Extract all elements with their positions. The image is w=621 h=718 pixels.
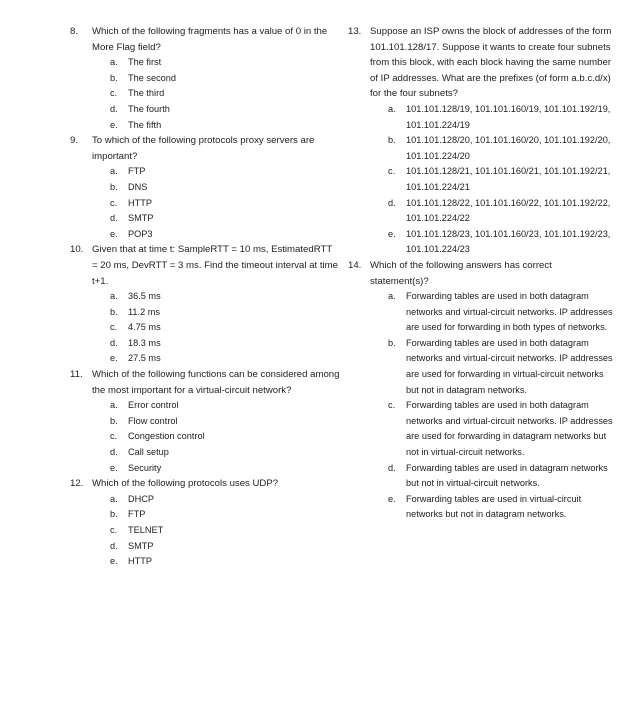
answer-option [110, 305, 340, 321]
option-label: a. [388, 291, 396, 302]
answer-option [110, 55, 340, 71]
option-text: Forwarding tables are used in both datagram networks and virtual-circuit networks. IP addresses are used for forwarding in virtual-circuit networks but not in datagram networks. [406, 337, 613, 395]
option-label: e. [110, 353, 118, 364]
option-text: 101.101.128/20, 101.101.160/20, 101.101.192/20, 101.101.224/20 [406, 135, 611, 161]
answer-options [70, 492, 340, 570]
option-label: c. [388, 400, 396, 411]
option-text: The third [128, 88, 165, 99]
question-stem [70, 476, 340, 492]
answer-option [110, 414, 340, 430]
option-label: d. [110, 540, 118, 551]
option-label: b. [388, 337, 396, 348]
answer-option [110, 320, 340, 336]
question-number: 8. [70, 26, 79, 37]
option-label: a. [110, 57, 118, 68]
option-text: Forwarding tables are used in virtual-circuit networks but not in datagram networks. [406, 493, 582, 520]
option-label: d. [110, 447, 118, 458]
question-text: Which of the following protocols uses UDP? [92, 478, 279, 490]
option-label: b. [110, 181, 118, 192]
option-text: DNS [128, 181, 148, 192]
question-text: To which of the following protocols proxy servers are important? [92, 135, 315, 162]
option-label: c. [110, 197, 118, 208]
question-number: 11. [70, 369, 83, 381]
question-number: 10. [70, 244, 84, 256]
option-text: Call setup [128, 447, 169, 458]
answer-option [388, 227, 613, 258]
question-block [70, 476, 340, 570]
option-text: The first [128, 57, 162, 68]
question-text: Given that at time t: SampleRTT = 10 ms, EstimatedRTT = 20 ms, DevRTT = 3 ms. Find the timeout interval at time t+1. [92, 244, 338, 287]
option-text: DHCP [128, 493, 155, 504]
question-block [348, 258, 613, 523]
answer-options [348, 102, 613, 258]
option-label: a. [110, 493, 118, 504]
option-text: TELNET [128, 525, 164, 535]
option-label: a. [110, 166, 118, 177]
answer-option [110, 492, 340, 508]
option-text: Forwarding tables are used in datagram networks but not in virtual-circuit networks. [406, 462, 608, 489]
option-label: c. [388, 166, 396, 177]
option-text: Error control [128, 400, 179, 411]
answer-option [110, 227, 340, 243]
answer-option [388, 461, 613, 492]
answer-option [110, 102, 340, 118]
option-label: b. [110, 415, 118, 426]
answer-option [110, 461, 340, 477]
answer-option [110, 196, 340, 212]
option-text: Forwarding tables are used in both datagram networks and virtual-circuit networks. IP addresses are used for forwarding in both types of networks. [406, 291, 613, 333]
option-label: c. [110, 431, 118, 442]
option-text: POP3 [128, 228, 153, 239]
question-block [70, 133, 340, 242]
option-text: HTTP [128, 556, 152, 567]
question-stem [70, 367, 340, 398]
option-text: Flow control [128, 415, 178, 426]
question-block [348, 24, 613, 258]
option-text: FTP [128, 509, 146, 520]
answer-option [110, 71, 340, 87]
answer-option [110, 180, 340, 196]
answer-option [110, 429, 340, 445]
question-stem [70, 133, 340, 164]
option-label: d. [110, 213, 118, 224]
answer-option [110, 351, 340, 367]
answer-options [70, 164, 340, 242]
option-text: Congestion control [128, 431, 205, 442]
answer-option [110, 164, 340, 180]
question-stem [70, 242, 340, 289]
option-text: The second [128, 72, 177, 83]
option-text: 4.75 ms [128, 322, 161, 333]
right-column [348, 24, 613, 523]
option-label: b. [110, 72, 118, 83]
answer-option [110, 523, 340, 539]
answer-options [70, 55, 340, 133]
option-label: e. [388, 228, 396, 239]
answer-option [388, 133, 613, 164]
question-block [70, 242, 340, 367]
option-text: The fourth [128, 103, 170, 114]
option-text: The fifth [128, 119, 162, 130]
option-text: 101.101.128/22, 101.101.160/22, 101.101.192/22, 101.101.224/22 [406, 197, 611, 224]
answer-option [388, 289, 613, 336]
question-text: Which of the following answers has correct statement(s)? [370, 259, 552, 287]
answer-option [110, 539, 340, 555]
option-text: SMTP [128, 540, 154, 551]
option-label: e. [110, 119, 118, 130]
answer-option [110, 398, 340, 414]
answer-option [110, 118, 340, 134]
option-text: 101.101.128/23, 101.101.160/23, 101.101.192/23, 101.101.224/23 [406, 228, 611, 255]
option-text: 36.5 ms [128, 291, 161, 302]
option-label: d. [110, 337, 118, 348]
option-label: a. [110, 400, 118, 411]
question-number: 9. [70, 135, 79, 147]
answer-option [388, 336, 613, 398]
option-label: b. [110, 509, 118, 520]
question-number: 13. [348, 26, 362, 37]
option-text: 101.101.128/19, 101.101.160/19, 101.101.192/19, 101.101.224/19 [406, 103, 611, 130]
option-label: d. [388, 462, 396, 473]
answer-options [70, 398, 340, 476]
answer-option [110, 289, 340, 305]
answer-option [110, 336, 340, 352]
answer-option [110, 211, 340, 227]
option-text: 18.3 ms [128, 337, 161, 348]
option-label: e. [110, 228, 118, 239]
answer-option [110, 86, 340, 102]
option-label: e. [110, 556, 118, 567]
option-label: b. [388, 135, 396, 146]
option-label: c. [110, 88, 118, 99]
option-label: a. [388, 103, 396, 114]
option-label: e. [388, 493, 396, 504]
answer-option [110, 507, 340, 523]
option-label: c. [110, 525, 118, 535]
question-stem [348, 24, 613, 102]
question-stem [70, 24, 340, 55]
answer-options [348, 289, 613, 523]
option-text: FTP [128, 166, 146, 177]
question-number: 14. [348, 259, 362, 271]
answer-option [388, 398, 613, 460]
option-text: SMTP [128, 213, 154, 224]
question-block [70, 24, 340, 133]
question-text: Which of the following functions can be considered among the most important for a virtual-circuit network? [92, 369, 340, 396]
answer-option [110, 554, 340, 570]
answer-option [388, 492, 613, 523]
question-text: Which of the following fragments has a value of 0 in the More Flag field? [92, 26, 328, 53]
option-text: Security [128, 462, 162, 473]
option-text: Forwarding tables are used in both datagram networks and virtual-circuit networks. IP addresses are used for forwarding in datagram networks but not in virtual-circuit networks. [406, 400, 613, 458]
option-text: 101.101.128/21, 101.101.160/21, 101.101.192/21, 101.101.224/21 [406, 166, 611, 192]
option-text: HTTP [128, 197, 152, 208]
answer-option [388, 102, 613, 133]
option-label: c. [110, 322, 118, 333]
answer-option [388, 196, 613, 227]
question-number: 12. [70, 478, 84, 490]
answer-option [110, 445, 340, 461]
option-text: 27.5 ms [128, 353, 161, 364]
question-text: Suppose an ISP owns the block of addresses of the form 101.101.128/17. Suppose it wants to create four subnets from this block, with each block having the same number of IP addresses. What are the prefixes (of form a.b.c.d/x) for the four subnets? [370, 26, 612, 100]
question-block [70, 367, 340, 476]
answer-option [388, 164, 613, 195]
option-label: d. [388, 197, 396, 208]
option-label: e. [110, 462, 118, 473]
left-column [70, 24, 340, 570]
option-label: a. [110, 291, 118, 302]
option-label: d. [110, 103, 118, 114]
answer-options [70, 289, 340, 367]
question-stem [348, 258, 613, 289]
option-text: 11.2 ms [128, 306, 160, 317]
option-label: b. [110, 306, 118, 317]
